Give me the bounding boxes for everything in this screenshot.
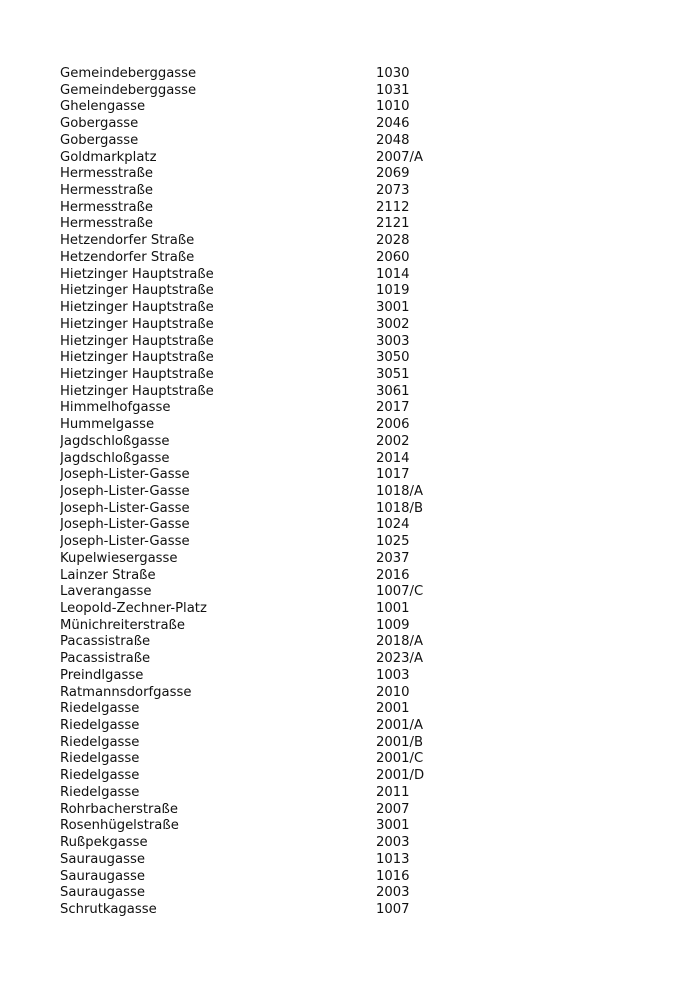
street-name: Hetzendorfer Straße	[60, 249, 195, 265]
house-number: 3002	[376, 316, 410, 332]
street-name: Riedelgasse	[60, 718, 140, 734]
house-number: 2003	[376, 835, 410, 851]
table-row	[60, 534, 480, 551]
house-number: 1010	[376, 99, 410, 115]
street-name: Riedelgasse	[60, 751, 140, 767]
table-row	[60, 467, 480, 484]
table-row	[60, 718, 480, 735]
street-name: Goldmarkplatz	[60, 149, 157, 165]
house-number: 3051	[376, 366, 410, 382]
street-name: Gemeindeberggasse	[60, 66, 197, 81]
table-row	[60, 133, 480, 150]
house-number: 2001/D	[376, 768, 425, 784]
table-row	[60, 584, 480, 601]
table-row	[60, 83, 480, 100]
table-row	[60, 869, 480, 886]
table-row	[60, 233, 480, 250]
house-number: 2003	[376, 885, 410, 901]
house-number: 2046	[376, 116, 410, 132]
table-row	[60, 501, 480, 518]
table-row	[60, 551, 480, 568]
house-number: 2001	[376, 701, 410, 717]
house-number: 2016	[376, 567, 410, 583]
table-row	[60, 350, 480, 367]
street-name: Riedelgasse	[60, 784, 140, 800]
table-row	[60, 568, 480, 585]
table-row	[60, 668, 480, 685]
table-row	[60, 417, 480, 434]
house-number: 2018/A	[376, 634, 424, 650]
street-name: Riedelgasse	[60, 734, 140, 750]
house-number: 2007/A	[376, 149, 424, 165]
house-number: 2048	[376, 132, 410, 148]
table-row	[60, 852, 480, 869]
house-number: 2011	[376, 784, 410, 800]
table-row	[60, 66, 480, 83]
house-number: 1031	[376, 82, 410, 98]
table-row	[60, 334, 480, 351]
table-row	[60, 618, 480, 635]
table-row	[60, 116, 480, 133]
street-name: Rohrbacherstraße	[60, 801, 178, 817]
street-name: Jagdschloßgasse	[60, 433, 170, 449]
street-name: Ratmannsdorfgasse	[60, 684, 192, 700]
house-number: 2073	[376, 183, 410, 199]
table-row	[60, 701, 480, 718]
house-number: 3001	[376, 300, 410, 316]
house-number: 3050	[376, 350, 410, 366]
table-row	[60, 685, 480, 702]
table-row	[60, 885, 480, 902]
street-name: Hietzinger Hauptstraße	[60, 283, 214, 299]
table-row	[60, 451, 480, 468]
table-row	[60, 400, 480, 417]
table-row	[60, 651, 480, 668]
house-number: 2060	[376, 249, 410, 265]
table-row	[60, 183, 480, 200]
street-name: Hietzinger Hauptstraße	[60, 366, 214, 382]
house-number: 1016	[376, 868, 410, 884]
table-row	[60, 434, 480, 451]
street-name: Hermesstraße	[60, 183, 154, 199]
house-number: 1018/B	[376, 500, 424, 516]
street-name: Pacassistraße	[60, 634, 151, 650]
street-name: Ghelengasse	[60, 99, 146, 115]
house-number: 2001/B	[376, 734, 424, 750]
house-number: 2001/C	[376, 751, 424, 767]
house-number: 2037	[376, 550, 410, 566]
table-row	[60, 166, 480, 183]
street-name: Sauraugasse	[60, 868, 145, 884]
house-number: 2007	[376, 801, 410, 817]
street-name: Hietzinger Hauptstraße	[60, 383, 214, 399]
house-number: 2112	[376, 199, 410, 215]
house-number: 3003	[376, 333, 410, 349]
house-number: 3061	[376, 383, 410, 399]
street-name: Lainzer Straße	[60, 567, 156, 583]
house-number: 1018/A	[376, 483, 424, 499]
street-name: Gobergasse	[60, 132, 139, 148]
house-number: 1013	[376, 851, 410, 867]
street-name: Himmelhofgasse	[60, 400, 171, 416]
house-number: 1007/C	[376, 584, 424, 600]
table-row	[60, 768, 480, 785]
table-row	[60, 317, 480, 334]
house-number: 2121	[376, 216, 410, 232]
street-name: Leopold-Zechner-Platz	[60, 601, 207, 616]
table-row	[60, 200, 480, 217]
street-name: Sauraugasse	[60, 885, 145, 901]
house-number: 1009	[376, 617, 410, 633]
street-name: Gobergasse	[60, 116, 139, 132]
table-row	[60, 517, 480, 534]
house-number: 1025	[376, 534, 410, 550]
street-name: Joseph-Lister-Gasse	[60, 500, 190, 516]
street-name: Hummelgasse	[60, 417, 155, 433]
street-name: Hietzinger Hauptstraße	[60, 350, 214, 366]
table-row	[60, 384, 480, 401]
street-name: Hietzinger Hauptstraße	[60, 300, 214, 316]
street-name: Joseph-Lister-Gasse	[60, 534, 190, 550]
street-name: Schrutkagasse	[60, 901, 157, 917]
house-number: 2017	[376, 400, 410, 416]
table-row	[60, 99, 480, 116]
street-name: Riedelgasse	[60, 768, 140, 784]
table-row	[60, 751, 480, 768]
table-row	[60, 835, 480, 852]
house-number: 2069	[376, 166, 410, 182]
street-name: Münichreiterstraße	[60, 617, 185, 633]
house-number: 1019	[376, 283, 410, 299]
house-number: 1017	[376, 467, 410, 483]
street-name: Hietzinger Hauptstraße	[60, 266, 214, 282]
street-name: Joseph-Lister-Gasse	[60, 467, 190, 483]
street-name: Riedelgasse	[60, 701, 140, 717]
street-name: Hietzinger Hauptstraße	[60, 333, 214, 349]
house-number: 3001	[376, 818, 410, 834]
house-number: 2002	[376, 433, 410, 449]
house-number: 1001	[376, 601, 410, 616]
house-number: 2014	[376, 450, 410, 466]
street-number-table	[60, 66, 480, 919]
street-name: Kupelwiesergasse	[60, 550, 178, 566]
street-name: Hermesstraße	[60, 216, 154, 232]
table-row	[60, 300, 480, 317]
house-number: 2006	[376, 417, 410, 433]
street-name: Hietzinger Hauptstraße	[60, 316, 214, 332]
street-name: Rosenhügelstraße	[60, 818, 179, 834]
house-number: 1007	[376, 901, 410, 917]
table-row	[60, 735, 480, 752]
table-row	[60, 601, 480, 618]
street-name: Laverangasse	[60, 584, 152, 600]
house-number: 1030	[376, 66, 410, 81]
street-name: Jagdschloßgasse	[60, 450, 170, 466]
house-number: 1024	[376, 517, 410, 533]
table-row	[60, 267, 480, 284]
house-number: 2010	[376, 684, 410, 700]
house-number: 1003	[376, 667, 410, 683]
table-row	[60, 367, 480, 384]
street-name: Preindlgasse	[60, 667, 144, 683]
street-name: Rußpekgasse	[60, 835, 148, 851]
table-row	[60, 802, 480, 819]
table-row	[60, 818, 480, 835]
street-name: Hermesstraße	[60, 166, 154, 182]
street-name: Joseph-Lister-Gasse	[60, 483, 190, 499]
street-name: Sauraugasse	[60, 851, 145, 867]
table-row	[60, 484, 480, 501]
street-name: Joseph-Lister-Gasse	[60, 517, 190, 533]
table-row	[60, 150, 480, 167]
house-number: 2001/A	[376, 718, 424, 734]
table-row	[60, 250, 480, 267]
table-row	[60, 634, 480, 651]
street-name: Hermesstraße	[60, 199, 154, 215]
table-row	[60, 785, 480, 802]
table-row	[60, 283, 480, 300]
table-row	[60, 902, 480, 919]
street-name: Hetzendorfer Straße	[60, 233, 195, 249]
table-row	[60, 216, 480, 233]
house-number: 2028	[376, 233, 410, 249]
house-number: 2023/A	[376, 651, 424, 667]
street-name: Pacassistraße	[60, 651, 151, 667]
house-number: 1014	[376, 266, 410, 282]
street-name: Gemeindeberggasse	[60, 82, 197, 98]
